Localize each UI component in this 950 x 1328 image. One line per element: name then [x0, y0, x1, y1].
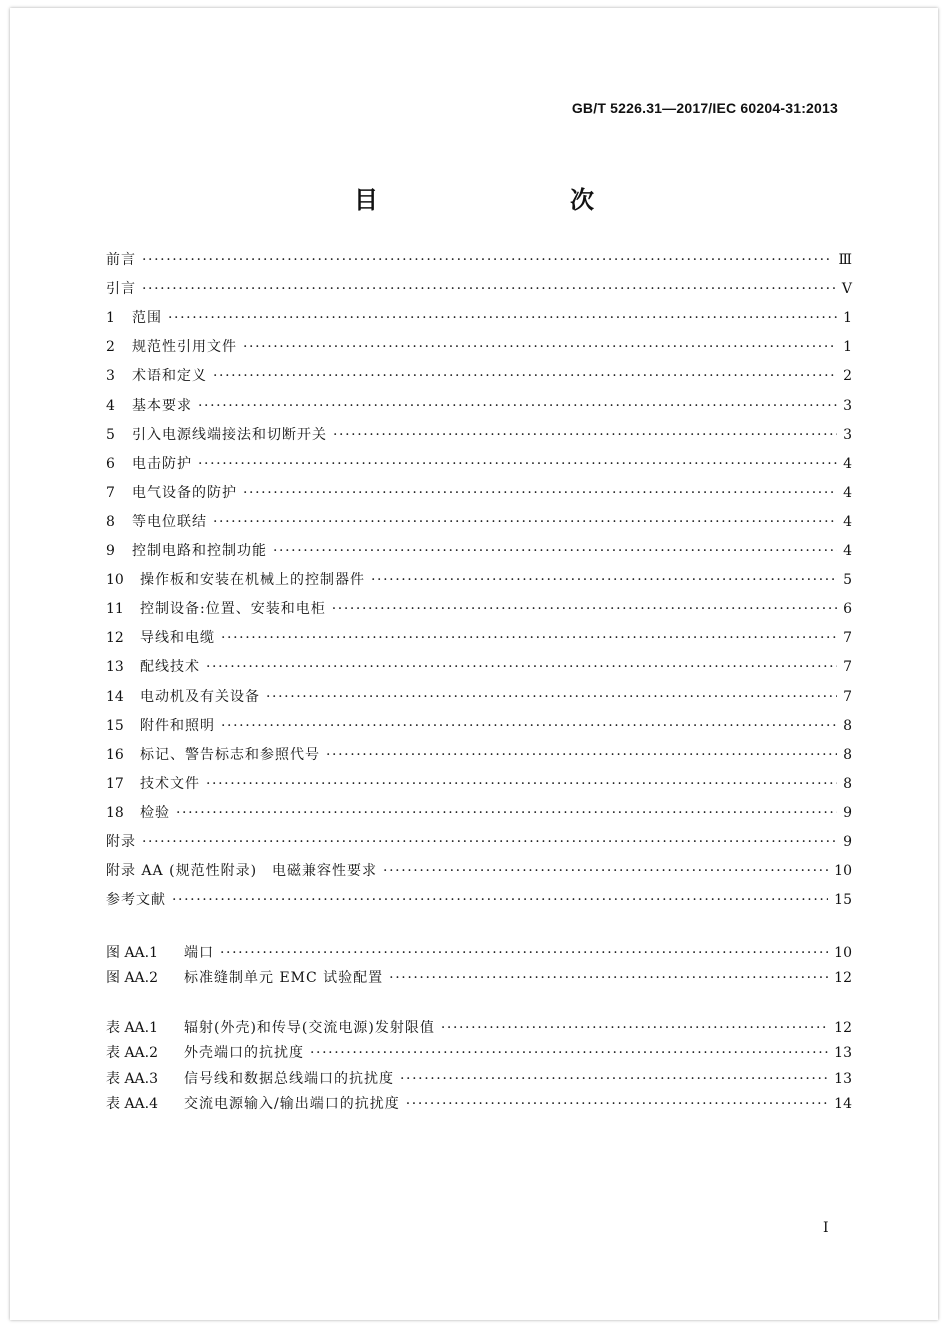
toc-entry-page: 7: [843, 659, 852, 676]
toc-entry-page: 5: [843, 572, 852, 589]
toc-leader-dots: [371, 570, 837, 590]
toc-entry-page: 9: [843, 834, 852, 850]
toc-entry-number: 表 AA.2: [106, 1045, 159, 1062]
toc-entry: [106, 454, 852, 474]
toc-entry-label: 范围: [132, 310, 162, 327]
toc-leader-dots: [441, 1018, 828, 1038]
toc-entry: [106, 366, 852, 386]
toc-entry: [106, 687, 852, 707]
toc-leader-dots: [332, 599, 837, 619]
standard-code: GB/T 5226.31—2017/IEC 60204-31:2013: [571, 100, 838, 116]
toc-entry: [106, 1043, 852, 1063]
toc-entry-page: 8: [843, 717, 852, 734]
toc-leader-dots: [142, 279, 836, 299]
toc-entry-label: 导线和电缆: [140, 630, 215, 647]
toc-entry-label: 规范性引用文件: [132, 339, 237, 356]
toc-entry-label: 引言: [106, 281, 136, 298]
toc-entry-number: 13: [106, 659, 124, 676]
toc-entry-page: Ⅴ: [841, 281, 852, 298]
toc-entry: [106, 425, 852, 445]
toc-entry-number: 图 AA.2: [106, 970, 159, 986]
toc-entry-page: 10: [834, 863, 852, 880]
toc-entry-label: 等电位联结: [132, 513, 207, 530]
toc-entry-label: 端口: [184, 945, 214, 961]
toc-entry-number: 图 AA.1: [106, 945, 159, 961]
toc-entry-number: 8: [106, 513, 115, 530]
toc-entry-page: 4: [843, 513, 852, 530]
toc-entry: [106, 337, 852, 357]
toc-entry: [106, 512, 852, 532]
toc-leader-dots: [221, 716, 837, 736]
toc-entry-label: 标准缝制单元 EMC 试验配置: [184, 970, 384, 986]
toc-entry-label: 附录: [106, 834, 136, 850]
toc-entry: [106, 745, 852, 765]
toc-entry: [106, 396, 852, 416]
toc-entry-page: 8: [843, 775, 852, 792]
toc-entry-number: 12: [106, 630, 124, 647]
toc-entry: [106, 803, 852, 823]
toc-entry: [106, 279, 852, 299]
toc-leader-dots: [221, 628, 837, 648]
toc-entry-page: 6: [843, 601, 852, 618]
toc-entry-label: 标记、警告标志和参照代号: [140, 746, 320, 763]
toc-entry-label: 电气设备的防护: [132, 484, 237, 501]
toc-entry-page: 14: [834, 1095, 852, 1112]
toc-leader-dots: [333, 425, 837, 445]
toc-entry: [106, 716, 852, 736]
toc-entry-number: 表 AA.1: [106, 1020, 159, 1036]
toc-entry: [106, 861, 852, 881]
toc-leader-dots: [172, 890, 828, 910]
toc-entry-number: 9: [106, 543, 115, 559]
toc-entry-label: 控制电路和控制功能: [132, 543, 267, 559]
toc-entry-page: 12: [834, 1020, 852, 1036]
toc-entry-page: 7: [843, 630, 852, 647]
toc-entry-page: 4: [843, 484, 852, 501]
toc-leader-dots: [266, 687, 837, 707]
toc-entry: [106, 1018, 852, 1038]
toc-entry-number: 6: [106, 455, 115, 472]
toc-entry-page: Ⅲ: [838, 252, 852, 268]
toc-entry-page: 9: [843, 804, 852, 821]
toc-leader-dots: [326, 745, 837, 765]
toc-entry-page: 1: [843, 310, 852, 327]
toc-leader-dots: [206, 657, 837, 677]
toc-entry-label: 前言: [106, 252, 136, 268]
toc-entry: [106, 1069, 852, 1089]
toc-entry-number: 14: [106, 688, 124, 705]
toc-entry-label: 信号线和数据总线端口的抗扰度: [184, 1070, 394, 1087]
toc-entry-number: 10: [106, 572, 124, 589]
toc-leader-dots: [389, 968, 828, 988]
toc-leader-dots: [243, 483, 837, 503]
toc-entry-number: 4: [106, 397, 115, 414]
toc-entry-page: 4: [843, 543, 852, 559]
toc-entry: [106, 832, 852, 852]
toc-entry: [106, 1094, 852, 1114]
toc-entry-label: 操作板和安装在机械上的控制器件: [140, 572, 365, 589]
toc-entry-number: 2: [106, 339, 115, 356]
toc-leader-dots: [176, 803, 837, 823]
toc-leader-dots: [220, 943, 828, 963]
toc-entry: [106, 657, 852, 677]
toc-leader-dots: [213, 512, 837, 532]
toc-entry-number: 18: [106, 804, 124, 821]
toc-entry-label: 术语和定义: [132, 368, 207, 385]
toc-entry: [106, 570, 852, 590]
toc-leader-dots: [213, 366, 837, 386]
toc-leader-dots: [273, 541, 837, 561]
toc-entry-number: 11: [106, 601, 124, 618]
toc-entry-label: 电击防护: [132, 455, 192, 472]
toc-entry-number: 3: [106, 368, 115, 385]
toc-entry: [106, 890, 852, 910]
toc-entry-page: 2: [843, 368, 852, 385]
toc-entry: [106, 968, 852, 988]
toc-leader-dots: [400, 1069, 828, 1089]
toc-entry: [106, 943, 852, 963]
toc-entry-page: 8: [843, 746, 852, 763]
toc-entry: [106, 250, 852, 270]
toc-entry-number: 5: [106, 426, 115, 443]
toc-entry-label: 引入电源线端接法和切断开关: [132, 426, 327, 443]
toc-entry-page: 4: [843, 455, 852, 472]
toc-entry-page: 13: [834, 1070, 852, 1087]
toc-entry-number: 7: [106, 484, 115, 501]
toc-entry: [106, 628, 852, 648]
toc-leader-dots: [406, 1094, 828, 1114]
toc-entry-page: 12: [834, 970, 852, 986]
toc-leader-dots: [198, 396, 837, 416]
toc-leader-dots: [168, 308, 837, 328]
toc-title: 目 次: [354, 185, 642, 214]
toc-leader-dots: [142, 832, 837, 852]
toc-leader-dots: [243, 337, 837, 357]
toc-entry-number: 1: [106, 310, 115, 327]
toc-entry-number: 表 AA.4: [106, 1095, 159, 1112]
toc-leader-dots: [383, 861, 828, 881]
toc-entry-number: 16: [106, 746, 124, 763]
toc-entry-label: 交流电源输入/输出端口的抗扰度: [184, 1095, 400, 1112]
toc-entry-label: 基本要求: [132, 397, 192, 414]
toc-entry-page: 3: [843, 426, 852, 443]
toc-leader-dots: [142, 250, 832, 270]
toc-entry-label: 外壳端口的抗扰度: [184, 1045, 304, 1062]
page-folio: I: [823, 1220, 829, 1236]
toc-entry-label: 附件和照明: [140, 717, 215, 734]
toc-entry-label: 辐射(外壳)和传导(交流电源)发射限值: [184, 1020, 435, 1036]
toc-entry-page: 1: [843, 339, 852, 356]
toc-entry-page: 3: [843, 397, 852, 414]
toc-entry-number: 15: [106, 717, 124, 734]
toc-entry: [106, 483, 852, 503]
toc-entry-label: 控制设备:位置、安装和电柜: [140, 601, 326, 618]
toc-entry-number: 表 AA.3: [106, 1070, 159, 1087]
toc-entry: [106, 774, 852, 794]
toc-entry-label: 技术文件: [140, 775, 200, 792]
toc-entry: [106, 599, 852, 619]
toc-leader-dots: [310, 1043, 828, 1063]
toc-entry-label: 参考文献: [106, 892, 166, 909]
document-page: [10, 8, 938, 1320]
toc-leader-dots: [206, 774, 837, 794]
toc-leader-dots: [198, 454, 837, 474]
toc-entry-page: 7: [843, 688, 852, 705]
toc-entry-page: 13: [834, 1045, 852, 1062]
toc-entry-label: 电动机及有关设备: [140, 688, 260, 705]
toc-entry: [106, 308, 852, 328]
toc-entry: [106, 541, 852, 561]
toc-entry-page: 10: [834, 945, 852, 961]
toc-entry-label: 附录 AA (规范性附录) 电磁兼容性要求: [106, 863, 378, 880]
toc-entry-page: 15: [834, 892, 852, 909]
toc-entry-label: 配线技术: [140, 659, 200, 676]
toc-entry-number: 17: [106, 775, 124, 792]
toc-entry-label: 检验: [140, 804, 170, 821]
